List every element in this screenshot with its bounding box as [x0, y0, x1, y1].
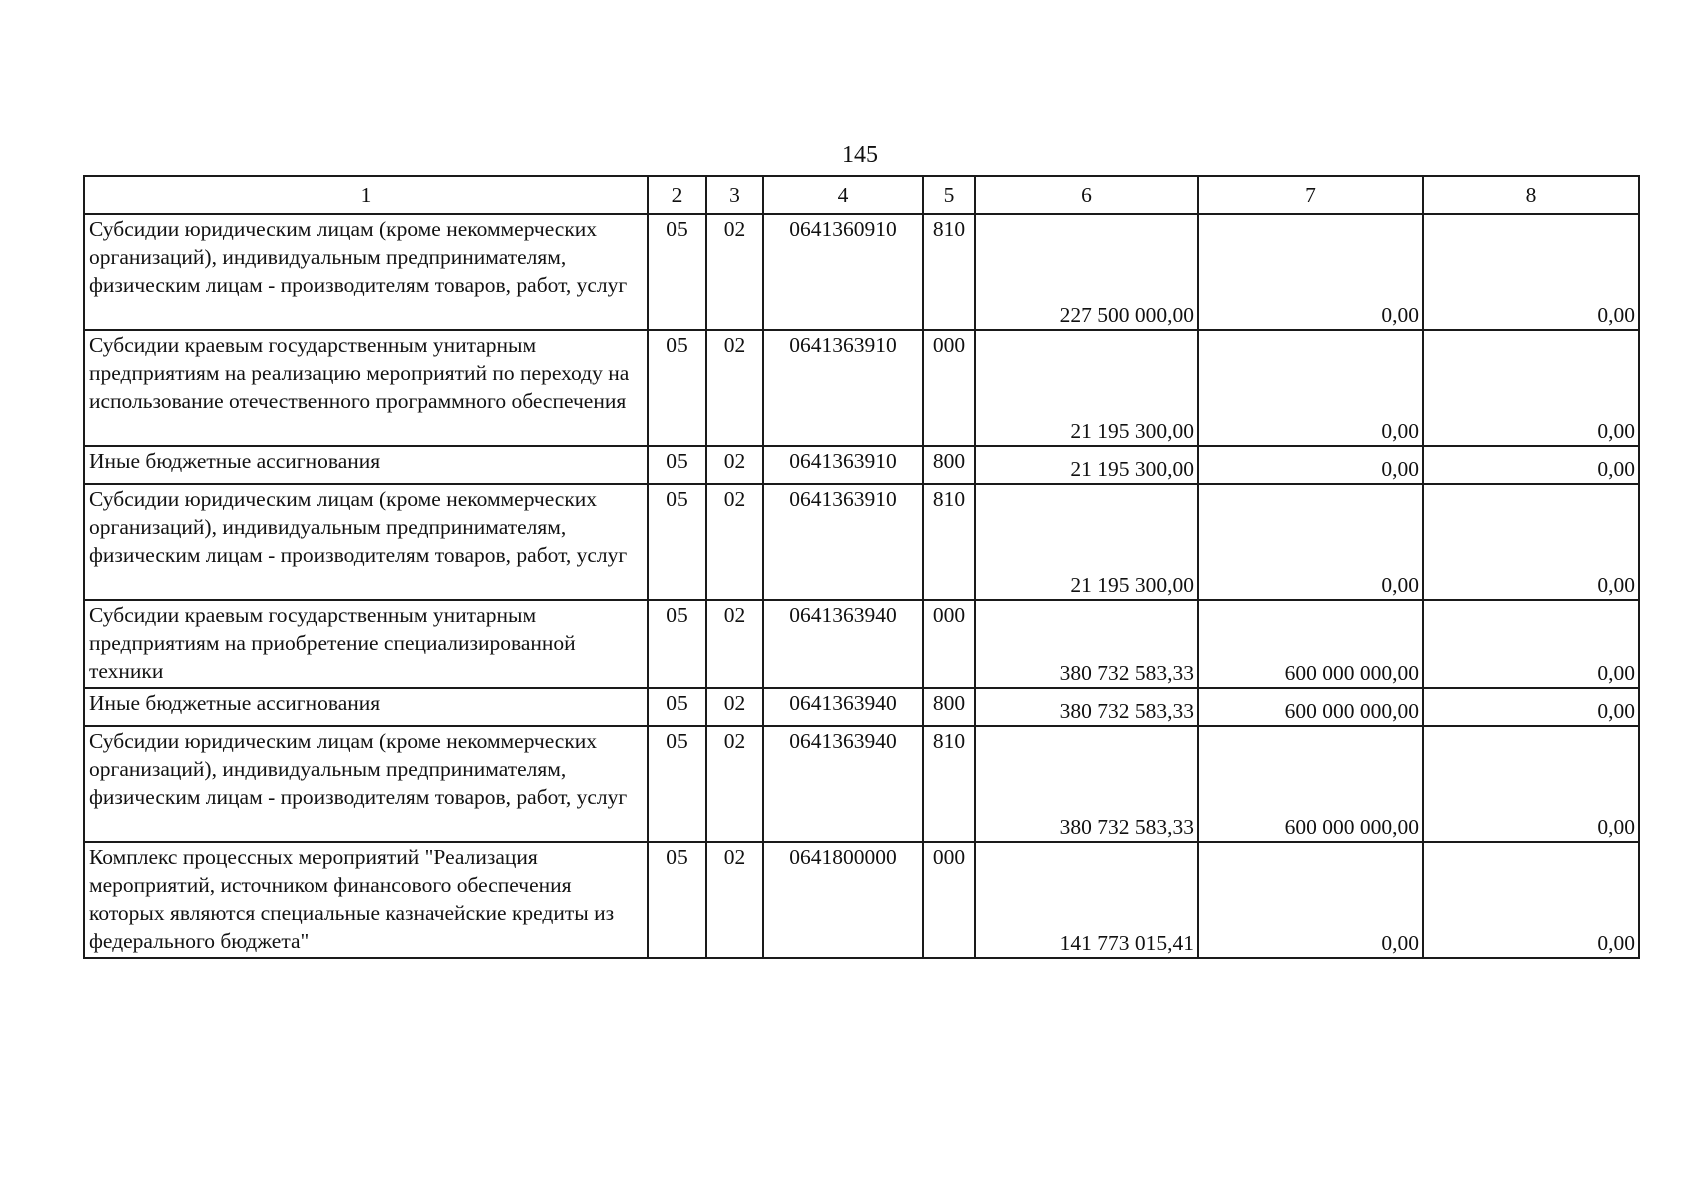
row-subsection: 02	[706, 484, 763, 600]
row-sum-2: 0,00	[1198, 214, 1423, 330]
row-sum-1: 141 773 015,41	[975, 842, 1198, 958]
row-target: 0641363910	[763, 484, 923, 600]
row-section: 05	[648, 600, 706, 688]
header-cell: 2	[648, 176, 706, 214]
row-name: Субсидии юридическим лицам (кроме некоммерческих организаций), индивидуальным предпринимателям, физическим лицам - производителям товаров, работ, услуг	[84, 726, 648, 842]
row-name: Субсидии краевым государственным унитарным предприятиям на реализацию мероприятий по переходу на использование отечественного программного обеспечения	[84, 330, 648, 446]
row-section: 05	[648, 330, 706, 446]
row-expense-type: 810	[923, 726, 975, 842]
row-section: 05	[648, 484, 706, 600]
row-sum-3: 0,00	[1423, 842, 1639, 958]
row-sum-1: 227 500 000,00	[975, 214, 1198, 330]
header-cell: 3	[706, 176, 763, 214]
table-header-row	[84, 176, 1639, 214]
row-name: Комплекс процессных мероприятий "Реализация мероприятий, источником финансового обеспечения которых являются специальные казначейские кредиты из федерального бюджета"	[84, 842, 648, 958]
row-name: Иные бюджетные ассигнования	[84, 446, 648, 484]
row-sum-3: 0,00	[1423, 446, 1639, 484]
row-sum-1: 380 732 583,33	[975, 600, 1198, 688]
row-name: Субсидии юридическим лицам (кроме некоммерческих организаций), индивидуальным предпринимателям, физическим лицам - производителям товаров, работ, услуг	[84, 214, 648, 330]
row-sum-2: 600 000 000,00	[1198, 688, 1423, 726]
row-sum-3: 0,00	[1423, 600, 1639, 688]
row-sum-1: 380 732 583,33	[975, 688, 1198, 726]
row-sum-3: 0,00	[1423, 330, 1639, 446]
row-sum-1: 21 195 300,00	[975, 484, 1198, 600]
row-target: 0641363910	[763, 330, 923, 446]
header-cell: 5	[923, 176, 975, 214]
table-row	[84, 446, 1639, 484]
table-row	[84, 842, 1639, 958]
row-expense-type: 810	[923, 484, 975, 600]
row-sum-3: 0,00	[1423, 484, 1639, 600]
header-cell: 1	[84, 176, 648, 214]
row-target: 0641363940	[763, 600, 923, 688]
row-sum-3: 0,00	[1423, 726, 1639, 842]
row-section: 05	[648, 842, 706, 958]
row-section: 05	[648, 726, 706, 842]
row-sum-2: 0,00	[1198, 330, 1423, 446]
row-section: 05	[648, 446, 706, 484]
row-expense-type: 000	[923, 842, 975, 958]
row-sum-2: 0,00	[1198, 446, 1423, 484]
row-subsection: 02	[706, 446, 763, 484]
row-expense-type: 810	[923, 214, 975, 330]
table-row	[84, 484, 1639, 600]
row-expense-type: 000	[923, 330, 975, 446]
row-sum-2: 0,00	[1198, 842, 1423, 958]
row-name: Субсидии краевым государственным унитарным предприятиям на приобретение специализированной техники	[84, 600, 648, 688]
header-cell: 7	[1198, 176, 1423, 214]
page-number: 145	[842, 142, 878, 168]
row-sum-2: 600 000 000,00	[1198, 726, 1423, 842]
row-section: 05	[648, 214, 706, 330]
row-subsection: 02	[706, 214, 763, 330]
row-sum-1: 380 732 583,33	[975, 726, 1198, 842]
row-sum-2: 600 000 000,00	[1198, 600, 1423, 688]
table-row	[84, 688, 1639, 726]
row-target: 0641800000	[763, 842, 923, 958]
row-target: 0641363940	[763, 688, 923, 726]
header-cell: 4	[763, 176, 923, 214]
row-sum-3: 0,00	[1423, 688, 1639, 726]
row-sum-2: 0,00	[1198, 484, 1423, 600]
row-name: Субсидии юридическим лицам (кроме некоммерческих организаций), индивидуальным предпринимателям, физическим лицам - производителям товаров, работ, услуг	[84, 484, 648, 600]
table-row	[84, 214, 1639, 330]
row-expense-type: 800	[923, 446, 975, 484]
row-target: 0641363910	[763, 446, 923, 484]
row-subsection: 02	[706, 688, 763, 726]
header-cell: 6	[975, 176, 1198, 214]
row-target: 0641360910	[763, 214, 923, 330]
row-sum-3: 0,00	[1423, 214, 1639, 330]
table-row	[84, 330, 1639, 446]
header-cell: 8	[1423, 176, 1639, 214]
budget-table	[83, 175, 1640, 959]
row-name: Иные бюджетные ассигнования	[84, 688, 648, 726]
row-sum-1: 21 195 300,00	[975, 446, 1198, 484]
row-expense-type: 800	[923, 688, 975, 726]
table-row	[84, 600, 1639, 688]
row-subsection: 02	[706, 600, 763, 688]
row-sum-1: 21 195 300,00	[975, 330, 1198, 446]
row-section: 05	[648, 688, 706, 726]
row-expense-type: 000	[923, 600, 975, 688]
row-subsection: 02	[706, 330, 763, 446]
row-subsection: 02	[706, 842, 763, 958]
row-subsection: 02	[706, 726, 763, 842]
row-target: 0641363940	[763, 726, 923, 842]
table-row	[84, 726, 1639, 842]
